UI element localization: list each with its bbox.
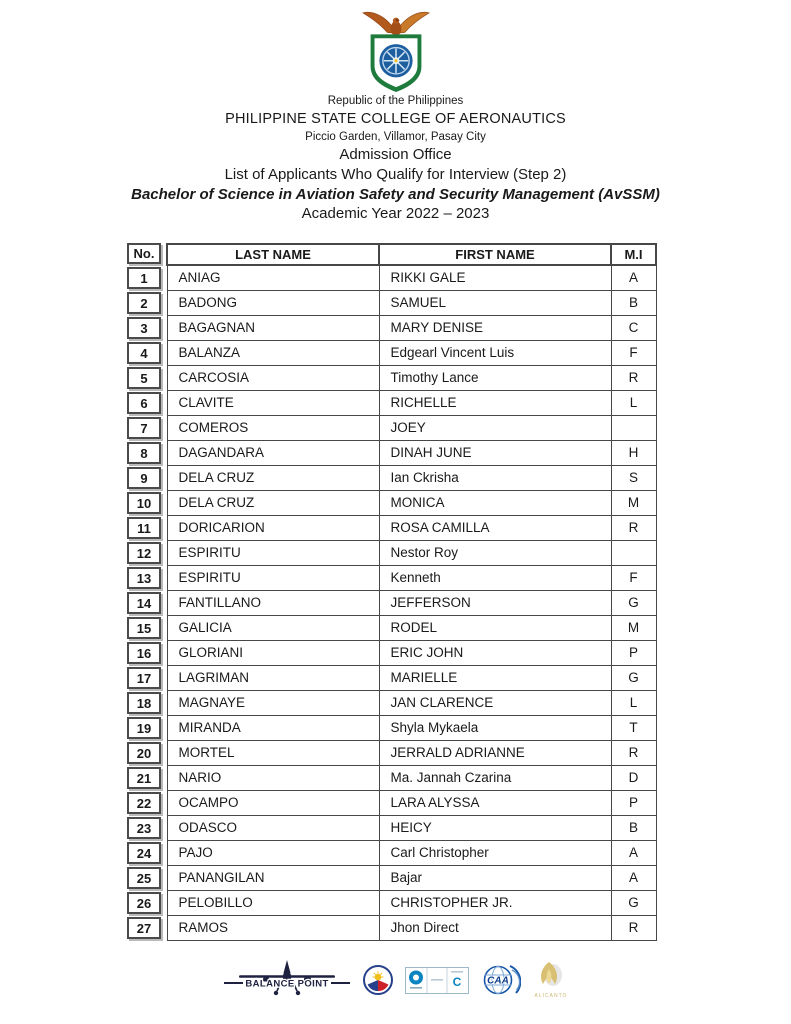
- republic-line: Republic of the Philippines: [327, 95, 464, 107]
- last-name-cell: MORTEL: [167, 740, 379, 765]
- table-row: [167, 490, 656, 515]
- row-number-box: 12: [127, 542, 161, 564]
- row-number-box: 10: [127, 492, 161, 514]
- first-name-cell: RODEL: [379, 615, 611, 640]
- middle-initial-cell: L: [611, 390, 656, 415]
- table-row: [167, 615, 656, 640]
- academic-year: Academic Year 2022 – 2023: [301, 205, 490, 223]
- row-number-box: 15: [127, 617, 161, 639]
- first-name-cell: MARY DENISE: [379, 315, 611, 340]
- middle-initial-cell: H: [611, 440, 656, 465]
- caa-label: CAA: [486, 975, 509, 987]
- program-title: Bachelor of Science in Aviation Safety and Security Management (AvSSM): [131, 185, 660, 203]
- list-title: List of Applicants Who Qualify for Interview (Step 2): [224, 165, 567, 183]
- last-name-cell: MIRANDA: [167, 715, 379, 740]
- middle-initial-cell: R: [611, 915, 656, 940]
- first-name-header: FIRST NAME: [379, 244, 611, 265]
- table-row: [167, 590, 656, 615]
- document-header: [0, 8, 791, 223]
- last-name-cell: GALICIA: [167, 615, 379, 640]
- table-row: [167, 515, 656, 540]
- middle-initial-cell: R: [611, 365, 656, 390]
- row-number-box: 4: [127, 342, 161, 364]
- table-row: [167, 290, 656, 315]
- row-number-box: 2: [127, 292, 161, 314]
- row-number-box: 25: [127, 867, 161, 889]
- last-name-cell: RAMOS: [167, 915, 379, 940]
- row-number-box: 8: [127, 442, 161, 464]
- row-number-box: 9: [127, 467, 161, 489]
- first-name-cell: MONICA: [379, 490, 611, 515]
- college-name: PHILIPPINE STATE COLLEGE OF AERONAUTICS: [225, 110, 566, 127]
- footer-logos: [0, 952, 791, 1008]
- last-name-cell: PELOBILLO: [167, 890, 379, 915]
- last-name-cell: ESPIRITU: [167, 565, 379, 590]
- first-name-cell: Ian Ckrisha: [379, 465, 611, 490]
- last-name-cell: DELA CRUZ: [167, 465, 379, 490]
- first-name-cell: HEICY: [379, 815, 611, 840]
- row-number-box: 27: [127, 917, 161, 939]
- first-name-cell: JEFFERSON: [379, 590, 611, 615]
- table-row: [167, 565, 656, 590]
- alicanto-label: ALICANTO: [534, 993, 567, 999]
- table-row: [167, 465, 656, 490]
- row-number-box: 7: [127, 417, 161, 439]
- table-row: [167, 715, 656, 740]
- row-number-box: 13: [127, 567, 161, 589]
- table-row: [167, 265, 656, 290]
- first-name-cell: Timothy Lance: [379, 365, 611, 390]
- middle-initial-cell: A: [611, 265, 656, 290]
- row-number-box: 16: [127, 642, 161, 664]
- middle-initial-cell: M: [611, 490, 656, 515]
- first-name-cell: Shyla Mykaela: [379, 715, 611, 740]
- college-address: Piccio Garden, Villamor, Pasay City: [305, 130, 486, 143]
- eagle-icon: [362, 12, 428, 36]
- row-number-box: 5: [127, 367, 161, 389]
- middle-initial-cell: P: [611, 640, 656, 665]
- last-name-cell: ODASCO: [167, 815, 379, 840]
- table-row: [167, 815, 656, 840]
- table-row: [167, 865, 656, 890]
- last-name-cell: DORICARION: [167, 515, 379, 540]
- philippine-seal-logo: [363, 965, 393, 995]
- middle-initial-cell: R: [611, 515, 656, 540]
- first-name-cell: Ma. Jannah Czarina: [379, 765, 611, 790]
- middle-initial-cell: L: [611, 690, 656, 715]
- row-number-box: 6: [127, 392, 161, 414]
- table-row: [167, 740, 656, 765]
- table-row: [167, 915, 656, 940]
- certification-marks-logo: [405, 967, 469, 994]
- middle-initial-cell: C: [611, 315, 656, 340]
- row-number-box: 11: [127, 517, 161, 539]
- table-row: [167, 890, 656, 915]
- first-name-cell: CHRISTOPHER JR.: [379, 890, 611, 915]
- row-number-box: 21: [127, 767, 161, 789]
- first-name-cell: Jhon Direct: [379, 915, 611, 940]
- row-number-box: 14: [127, 592, 161, 614]
- table-row: [167, 790, 656, 815]
- row-number-box: 3: [127, 317, 161, 339]
- row-number-box: 17: [127, 667, 161, 689]
- table-row: [167, 840, 656, 865]
- first-name-cell: Bajar: [379, 865, 611, 890]
- middle-initial-cell: G: [611, 590, 656, 615]
- middle-initial-cell: P: [611, 790, 656, 815]
- first-name-cell: Nestor Roy: [379, 540, 611, 565]
- alicanto-logo: [533, 959, 569, 1001]
- shield-icon: [370, 34, 421, 92]
- first-name-cell: Kenneth: [379, 565, 611, 590]
- last-name-cell: MAGNAYE: [167, 690, 379, 715]
- row-number-box: 20: [127, 742, 161, 764]
- table-row: [167, 690, 656, 715]
- last-name-header: LAST NAME: [167, 244, 379, 265]
- middle-initial-cell: G: [611, 665, 656, 690]
- middle-initial-cell: F: [611, 565, 656, 590]
- last-name-cell: ESPIRITU: [167, 540, 379, 565]
- last-name-cell: CLAVITE: [167, 390, 379, 415]
- table-row: [167, 365, 656, 390]
- middle-initial-cell: A: [611, 865, 656, 890]
- last-name-cell: COMEROS: [167, 415, 379, 440]
- last-name-cell: OCAMPO: [167, 790, 379, 815]
- middle-initial-cell: F: [611, 340, 656, 365]
- first-name-cell: Edgearl Vincent Luis: [379, 340, 611, 365]
- middle-initial-cell: G: [611, 890, 656, 915]
- middle-initial-cell: D: [611, 765, 656, 790]
- last-name-cell: LAGRIMAN: [167, 665, 379, 690]
- first-name-cell: JAN CLARENCE: [379, 690, 611, 715]
- table-row: [167, 340, 656, 365]
- first-name-cell: JERRALD ADRIANNE: [379, 740, 611, 765]
- row-number-box: 1: [127, 267, 161, 289]
- svg-text:C: C: [452, 974, 461, 989]
- last-name-cell: DELA CRUZ: [167, 490, 379, 515]
- table-row: [167, 765, 656, 790]
- first-name-cell: LARA ALYSSA: [379, 790, 611, 815]
- last-name-cell: PAJO: [167, 840, 379, 865]
- last-name-cell: CARCOSIA: [167, 365, 379, 390]
- middle-initial-cell: [611, 540, 656, 565]
- last-name-cell: DAGANDARA: [167, 440, 379, 465]
- middle-initial-cell: M: [611, 615, 656, 640]
- row-number-box: 22: [127, 792, 161, 814]
- mi-header: M.I: [611, 244, 656, 265]
- middle-initial-cell: B: [611, 815, 656, 840]
- applicant-main-table: [166, 243, 657, 941]
- no-column: [127, 243, 161, 942]
- philsca-seal-logo: [354, 8, 438, 92]
- first-name-cell: SAMUEL: [379, 290, 611, 315]
- first-name-cell: Carl Christopher: [379, 840, 611, 865]
- no-column-header: No.: [127, 243, 161, 264]
- middle-initial-cell: S: [611, 465, 656, 490]
- first-name-cell: ERIC JOHN: [379, 640, 611, 665]
- middle-initial-cell: [611, 415, 656, 440]
- table-row: [167, 540, 656, 565]
- last-name-cell: FANTILLANO: [167, 590, 379, 615]
- row-number-box: 24: [127, 842, 161, 864]
- last-name-cell: BALANZA: [167, 340, 379, 365]
- applicant-table: [127, 243, 657, 942]
- middle-initial-cell: T: [611, 715, 656, 740]
- first-name-cell: RICHELLE: [379, 390, 611, 415]
- balance-point-logo: [223, 958, 351, 1002]
- table-row: [167, 640, 656, 665]
- table-row: [167, 665, 656, 690]
- first-name-cell: RIKKI GALE: [379, 265, 611, 290]
- last-name-cell: GLORIANI: [167, 640, 379, 665]
- table-row: [167, 415, 656, 440]
- middle-initial-cell: B: [611, 290, 656, 315]
- row-number-box: 26: [127, 892, 161, 914]
- last-name-cell: NARIO: [167, 765, 379, 790]
- caa-logo: [481, 962, 521, 998]
- middle-initial-cell: R: [611, 740, 656, 765]
- table-row: [167, 315, 656, 340]
- first-name-cell: DINAH JUNE: [379, 440, 611, 465]
- row-number-box: 19: [127, 717, 161, 739]
- row-number-box: 23: [127, 817, 161, 839]
- applicant-table-body: [167, 265, 656, 940]
- last-name-cell: BADONG: [167, 290, 379, 315]
- table-header-row: [167, 244, 656, 265]
- office-name: Admission Office: [339, 146, 452, 164]
- first-name-cell: ROSA CAMILLA: [379, 515, 611, 540]
- table-row: [167, 440, 656, 465]
- table-row: [167, 390, 656, 415]
- first-name-cell: JOEY: [379, 415, 611, 440]
- balance-point-label: BALANCE POINT: [244, 978, 329, 990]
- last-name-cell: BAGAGNAN: [167, 315, 379, 340]
- last-name-cell: ANIAG: [167, 265, 379, 290]
- middle-initial-cell: A: [611, 840, 656, 865]
- first-name-cell: MARIELLE: [379, 665, 611, 690]
- row-number-box: 18: [127, 692, 161, 714]
- last-name-cell: PANANGILAN: [167, 865, 379, 890]
